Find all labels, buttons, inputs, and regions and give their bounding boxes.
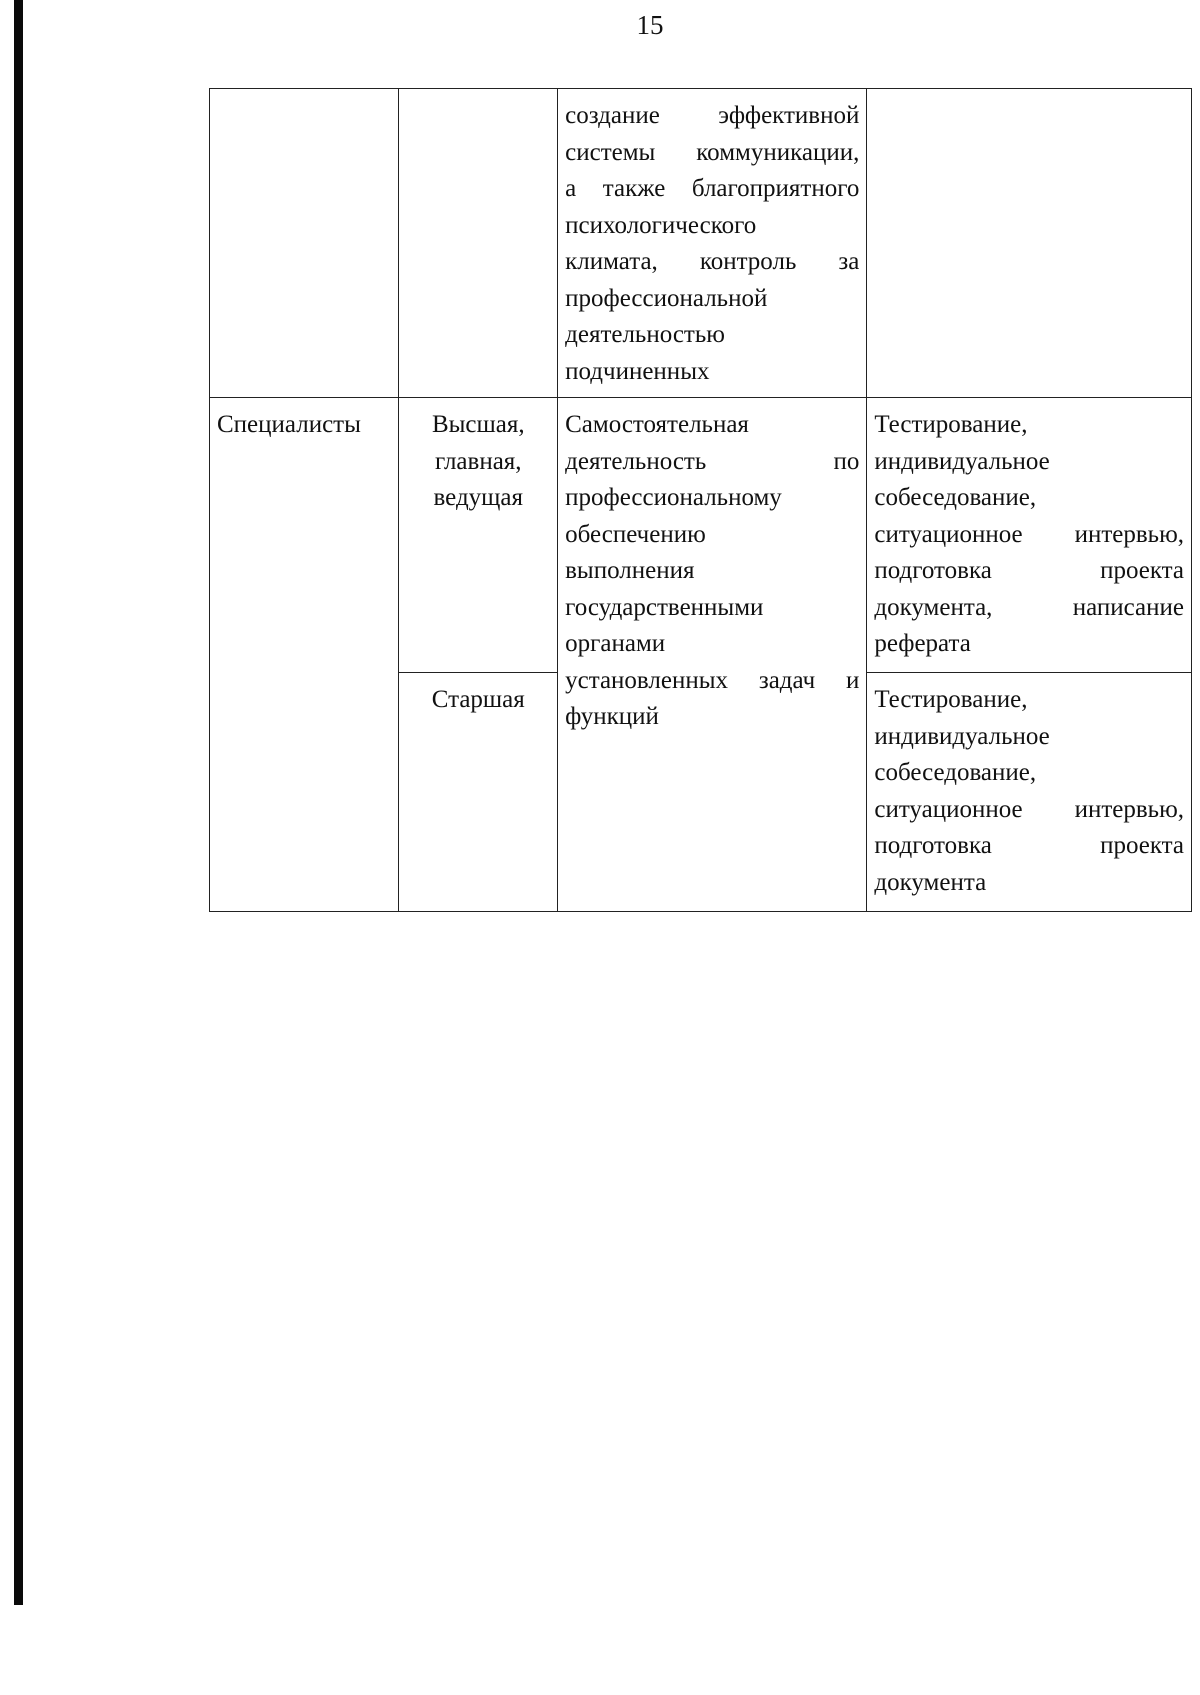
table-cell-methods (867, 398, 1192, 673)
text-line: психологического (565, 211, 757, 239)
text-line: подчиненных (565, 357, 710, 385)
group-label: Старшая (431, 686, 525, 713)
text-line: а также благоприятного (565, 175, 860, 202)
text-line: государственными (565, 593, 764, 621)
table-cell-group-empty (399, 89, 558, 398)
table-cell-group (399, 398, 558, 673)
text-line: климата, контроль за (565, 248, 860, 275)
table-cell-category-empty (210, 89, 399, 398)
text-line: Тестирование, (874, 686, 1028, 713)
text-line: системы коммуникации, (565, 138, 860, 166)
table-cell-category (210, 398, 399, 912)
text-line: создание эффективной (565, 102, 860, 129)
text-line: индивидуальное (874, 722, 1050, 750)
text-line: собеседование, (874, 759, 1037, 786)
text-line: деятельностью (565, 321, 725, 348)
text-line: выполнения (565, 557, 695, 584)
text-line: главная, (434, 447, 522, 475)
text-line: деятельность по (565, 447, 860, 475)
table-cell-methods (867, 673, 1192, 912)
text-line: документа (874, 868, 987, 896)
text-line: подготовка проекта (874, 557, 1184, 584)
text-line: документа, написание (874, 593, 1184, 621)
table-cell-functions (558, 398, 867, 912)
qualification-table (209, 88, 1192, 912)
text-line: функций (565, 703, 659, 730)
text-line: Высшая, (431, 411, 525, 438)
text-line: реферата (874, 630, 971, 657)
text-line: обеспечению (565, 520, 706, 548)
table-cell-methods-empty (867, 89, 1192, 398)
text-line: индивидуальное (874, 447, 1050, 475)
text-line: органами (565, 630, 666, 657)
text-line: установленных задач и (565, 666, 860, 694)
scan-margin-bar (14, 0, 23, 1605)
text-line: ситуационное интервью, (874, 520, 1184, 548)
table-cell-functions (558, 89, 867, 398)
page-number: 15 (636, 10, 664, 40)
text-line: подготовка проекта (874, 832, 1184, 859)
text-line: профессиональной (565, 284, 768, 312)
table-cell-group (399, 673, 558, 912)
text-line: ведущая (433, 484, 524, 511)
text-line: профессиональному (565, 484, 782, 511)
text-line: Самостоятельная (565, 411, 749, 438)
table-row (210, 398, 1192, 673)
text-line: Тестирование, (874, 411, 1028, 438)
text-line: ситуационное интервью, (874, 795, 1184, 823)
category-label: Специалисты (217, 411, 361, 438)
table-row (210, 89, 1192, 398)
text-line: собеседование, (874, 484, 1037, 511)
